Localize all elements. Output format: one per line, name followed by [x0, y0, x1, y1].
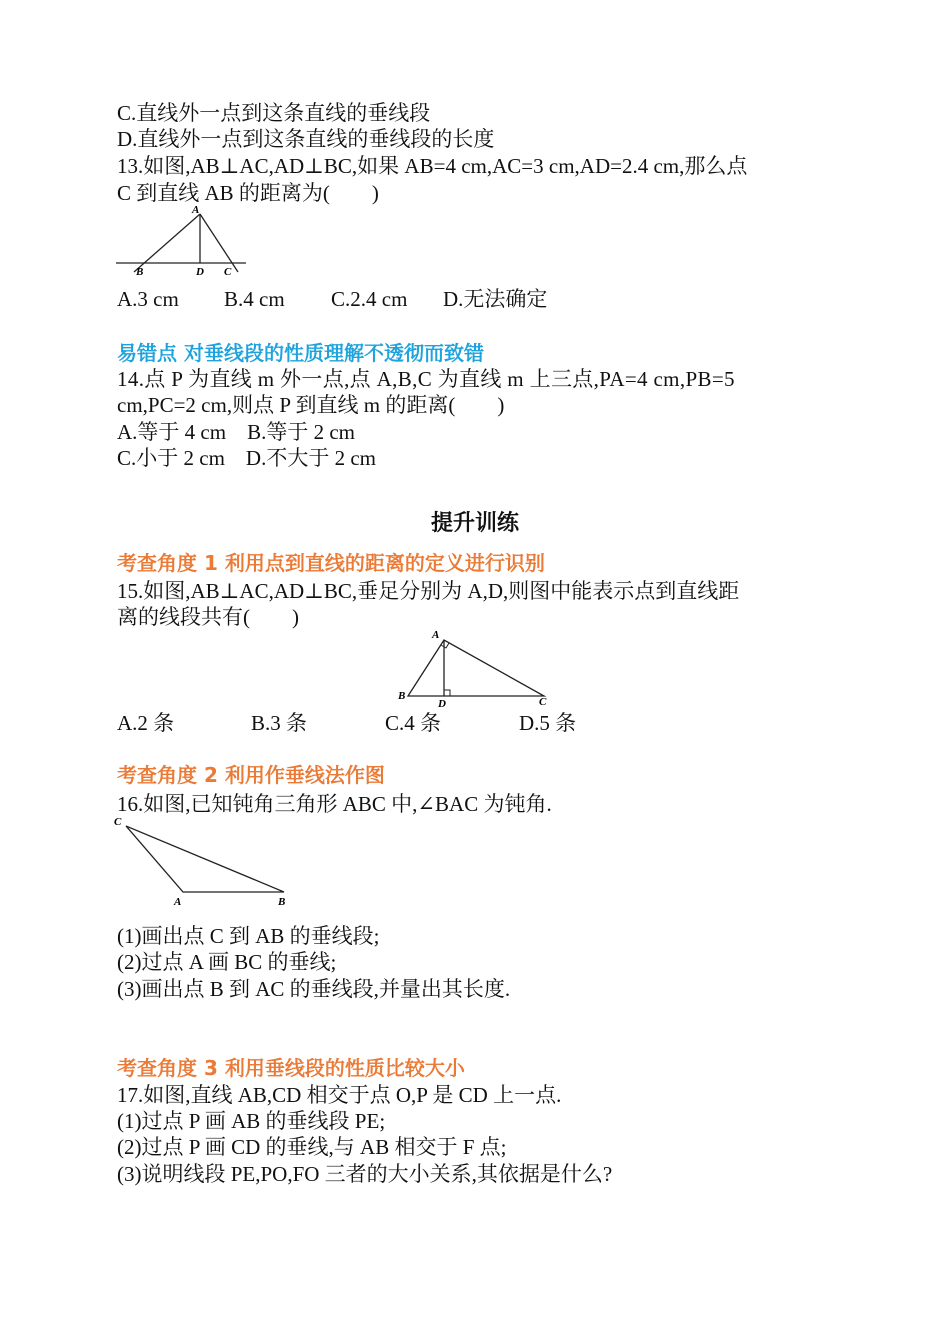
error-point-label: 易错点: [117, 341, 177, 365]
q13-figure: [112, 202, 252, 280]
error-point-title: 对垂线段的性质理解不透彻而致错: [183, 341, 484, 365]
error-point-heading: [117, 340, 484, 366]
q12-option-d: D.直线外一点到这条直线的垂线段的长度: [117, 127, 495, 151]
q15-options: [117, 710, 837, 737]
q16-stem: 16.如图,已知钝角三角形 ABC 中,∠BAC 为钝角.: [117, 792, 552, 816]
q17-stem: 17.如图,直线 AB,CD 相交于点 O,P 是 CD 上一点.: [117, 1083, 562, 1107]
q15-option-c: C.4 条: [385, 711, 442, 735]
q15-label-c: C: [539, 696, 547, 708]
q16-part1: (1)画出点 C 到 AB 的垂线段;: [117, 924, 380, 948]
q13-stem-line1: 13.如图,AB⊥AC,AD⊥BC,如果 AB=4 cm,AC=3 cm,AD=2.4 cm,那么点: [117, 154, 748, 178]
q13-option-a: A.3 cm: [117, 287, 179, 311]
q17-part2: (2)过点 P 画 CD 的垂线,与 AB 相交于 F 点;: [117, 1135, 507, 1159]
q13-label-c: C: [224, 266, 232, 278]
q16-part3: (3)画出点 B 到 AC 的垂线段,并量出其长度.: [117, 977, 511, 1001]
q13-options: [117, 286, 837, 313]
q15-label-b: B: [398, 690, 406, 702]
q13-stem-line2: C 到直线 AB 的距离为( ): [117, 181, 379, 205]
q14-options-line1: A.等于 4 cm B.等于 2 cm: [117, 420, 355, 444]
q15-label-d: D: [438, 698, 446, 710]
q14-options-line2: C.小于 2 cm D.不大于 2 cm: [117, 446, 376, 470]
q16-part2: (2)过点 A 画 BC 的垂线;: [117, 950, 337, 974]
q14-stem-line1: 14.点 P 为直线 m 外一点,点 A,B,C 为直线 m 上三点,PA=4 cm,PB=5: [117, 367, 735, 391]
q13-option-c: C.2.4 cm: [331, 287, 408, 311]
q15-right-angle-d: [444, 690, 450, 696]
angle2-heading: 考查角度 2 利用作垂线法作图: [117, 763, 385, 787]
q13-option-d: D.无法确定: [443, 287, 548, 311]
q15-option-d: D.5 条: [519, 711, 577, 735]
q15-stem-line1: 15.如图,AB⊥AC,AD⊥BC,垂足分别为 A,D,则图中能表示点到直线距: [117, 579, 740, 603]
angle3-heading: 考查角度 3 利用垂线段的性质比较大小: [117, 1056, 465, 1080]
q17-part3: (3)说明线段 PE,PO,FO 三者的大小关系,其依据是什么?: [117, 1162, 613, 1186]
q13-option-b: B.4 cm: [224, 287, 285, 311]
q15-option-a: A.2 条: [117, 711, 175, 735]
q13-label-b: B: [136, 266, 144, 278]
q13-label-a: A: [192, 204, 200, 216]
q12-option-c: C.直线外一点到这条直线的垂线段: [117, 101, 431, 125]
angle1-heading: 考查角度 1 利用点到直线的距离的定义进行识别: [117, 551, 545, 575]
q13-label-d: D: [196, 266, 204, 278]
section-title: 提升训练: [430, 511, 519, 536]
q15-figure: [396, 624, 556, 710]
q15-label-a: A: [432, 629, 440, 641]
q15-stem-line2: 离的线段共有( ): [117, 605, 299, 629]
q16-triangle: [126, 826, 284, 892]
q15-option-b: B.3 条: [251, 711, 308, 735]
q14-stem-line2: cm,PC=2 cm,则点 P 到直线 m 的距离( ): [117, 393, 505, 417]
q16-figure: [110, 812, 300, 910]
q16-label-c: C: [114, 816, 122, 828]
q17-part1: (1)过点 P 画 AB 的垂线段 PE;: [117, 1109, 386, 1133]
q15-triangle: [408, 640, 544, 696]
q16-label-b: B: [278, 896, 286, 908]
q16-label-a: A: [174, 896, 182, 908]
